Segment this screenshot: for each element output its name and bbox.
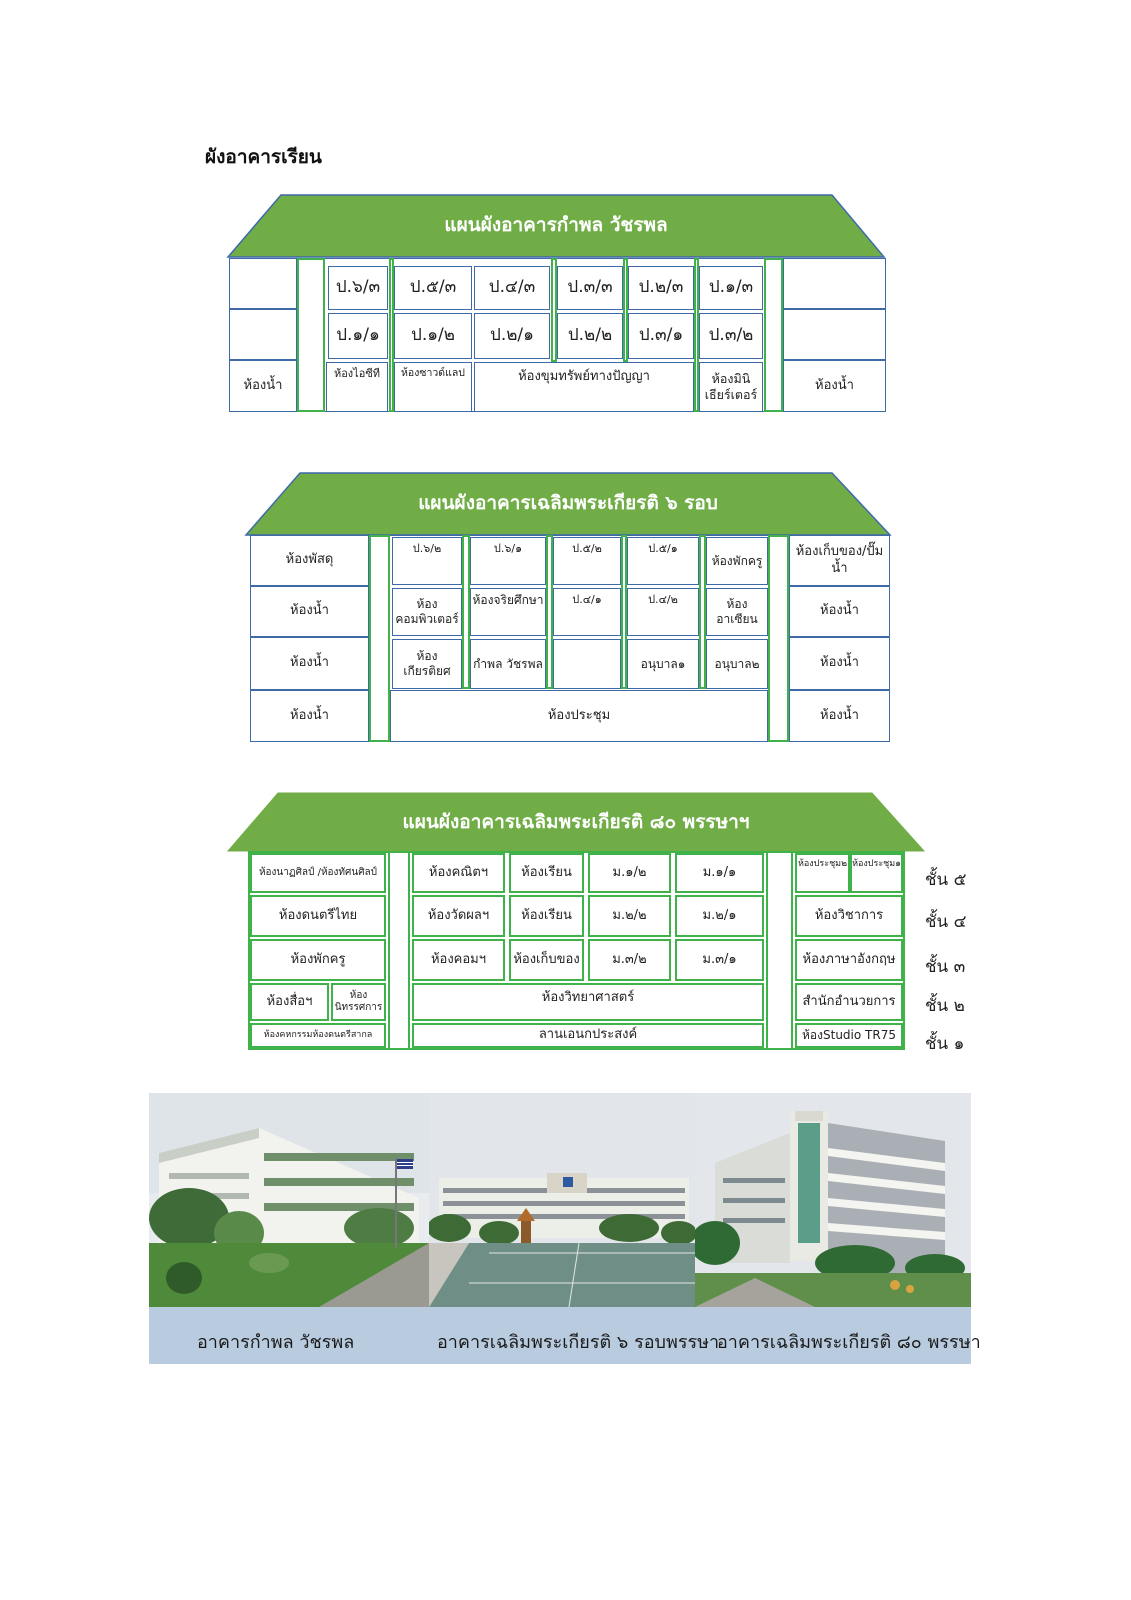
b2-f2-room-1: ห้องเกียรติยศ [392,639,462,689]
b1-separator [551,258,557,362]
b2-right-f3: ห้องน้ำ [789,586,890,637]
b2-right-f1: ห้องน้ำ [789,690,890,742]
building2-roof [244,471,892,537]
b3-right-f2: สำนักอำนวยการ [795,983,903,1021]
b1-room-r1-5: ป.๒/๓ [628,266,694,310]
b2-f4-room-4: ป.๕/๑ [627,537,699,585]
b1-minitheater: ห้องมินิเธียร์เตอร์ [699,362,763,412]
photo-building1 [149,1093,429,1307]
b2-f2-room-4: อนุบาล๑ [627,639,699,689]
b3-right-f5a: ห้องประชุม๒ [795,853,850,893]
b2-right-f4: ห้องเก็บของ/ปั๊มน้ำ [789,535,890,586]
b1-room-r2-3: ป.๒/๑ [474,313,550,359]
b3-f4-room-2: ห้องเรียน [509,895,584,937]
b2-separator [546,535,553,689]
b2-left-f2: ห้องน้ำ [250,637,369,690]
building1-roof [226,193,887,259]
b3-f5-room-1: ห้องคณิตฯ [412,853,505,893]
b1-left-upper [229,258,297,309]
b1-soundlab: ห้องซาวด์แลป [394,362,472,412]
b2-f2-room-3 [553,639,621,689]
b1-room-r1-3: ป.๔/๓ [474,266,550,310]
b3-stair-right [766,851,793,1050]
b2-stair-right [768,535,789,742]
b1-stair-right [764,258,783,412]
photo-building2 [429,1093,695,1307]
b1-wisdom-room: ห้องขุมทรัพย์ทางปัญญา [474,362,694,412]
b2-meeting-room: ห้องประชุม [390,690,768,742]
b2-f3-room-2: ห้องจริยศึกษา [470,588,546,636]
b2-f3-room-3: ป.๔/๑ [553,588,621,636]
b1-room-r2-5: ป.๓/๑ [628,313,694,359]
b3-left-f3: ห้องพักครู [250,939,386,981]
b2-f2-room-2: กำพล วัชรพล [470,639,546,689]
photo-building3 [695,1093,971,1307]
b3-right-f5b: ห้องประชุม๑ [850,853,903,893]
b1-room-r2-2: ป.๑/๒ [394,313,472,359]
b3-stair-left [388,851,410,1050]
b1-left-mid [229,309,297,360]
b3-right-f1: ห้องStudio TR75 [795,1023,903,1048]
b1-room-r1-2: ป.๕/๓ [394,266,472,310]
b1-stair-left [297,258,325,412]
floor-label-4: ชั้น ๔ [925,912,967,932]
b3-f4-room-1: ห้องวัดผลฯ [412,895,505,937]
b3-f3-room-1: ห้องคอมฯ [412,939,505,981]
b2-stair-left [369,535,390,742]
floor-label-5: ชั้น ๕ [925,870,967,890]
b2-left-f1: ห้องน้ำ [250,690,369,742]
building1-title: แผนผังอาคารกำพล วัชรพล [444,214,668,236]
b3-left-f5: ห้องนาฏศิลป์ /ห้องทัศนศิลป์ [250,853,386,893]
b3-f5-room-2: ห้องเรียน [509,853,584,893]
b1-room-r2-4: ป.๒/๒ [557,313,623,359]
b3-f4-room-3: ม.๒/๒ [588,895,671,937]
b1-right-upper [783,258,886,309]
b3-f3-room-3: ม.๓/๒ [588,939,671,981]
b2-left-f3: ห้องน้ำ [250,586,369,637]
caption-building3: อาคารเฉลิมพระเกียรติ ๘๐ พรรษา [717,1332,981,1353]
b3-right-f4: ห้องวิชาการ [795,895,903,937]
b2-left-f4: ห้องพัสดุ [250,535,369,586]
building3-title: แผนผังอาคารเฉลิมพระเกียรติ ๘๐ พรรษาฯ [402,811,750,833]
caption-building2: อาคารเฉลิมพระเกียรติ ๖ รอบพรรษา [437,1332,720,1353]
b2-f4-room-5: ห้องพักครู [706,537,768,585]
b3-left-f1: ห้องคหกรรมห้องดนตรีสากล [250,1023,386,1048]
b2-separator [621,535,627,689]
b1-room-r2-6: ป.๓/๒ [699,313,763,359]
b3-right-f3: ห้องภาษาอังกฤษ [795,939,903,981]
b2-f4-room-2: ป.๖/๑ [470,537,546,585]
building-photos [149,1093,971,1307]
b1-room-r1-4: ป.๓/๓ [557,266,623,310]
b2-f4-room-3: ป.๕/๒ [553,537,621,585]
b3-science-room: ห้องวิทยาศาสตร์ [412,983,764,1021]
b2-separator [462,535,470,689]
b3-multipurpose-area: ลานเอนกประสงค์ [412,1023,764,1048]
b1-room-r1-1: ป.๖/๓ [328,266,388,310]
floor-label-1: ชั้น ๑ [925,1034,965,1054]
b3-f4-room-4: ม.๒/๑ [675,895,764,937]
caption-bar [149,1307,981,1364]
page-heading: ผังอาคารเรียน [205,146,322,168]
b1-it-room: ห้องไอซีที [326,362,388,412]
b1-room-r1-6: ป.๑/๓ [699,266,763,310]
b3-f5-room-3: ม.๑/๒ [588,853,671,893]
building3-roof [226,791,926,853]
b3-f5-room-4: ม.๑/๑ [675,853,764,893]
b2-f3-room-4: ป.๔/๒ [627,588,699,636]
b2-f3-room-1: ห้องคอมพิวเตอร์ [392,588,462,636]
floor-label-3: ชั้น ๓ [925,957,966,977]
b3-left-f4: ห้องดนตรีไทย [250,895,386,937]
b2-f4-room-1: ป.๖/๒ [392,537,462,585]
b2-separator [699,535,706,689]
b3-f3-room-4: ม.๓/๑ [675,939,764,981]
floor-label-2: ชั้น ๒ [925,996,965,1016]
b3-f3-room-2: ห้องเก็บของ [509,939,584,981]
b1-right-mid [783,309,886,360]
b1-room-r2-1: ป.๑/๑ [328,313,388,359]
b3-left-f2b: ห้องนิทรรศการ [331,983,386,1021]
b1-toilet-right: ห้องน้ำ [783,360,886,412]
b2-f2-room-5: อนุบาล๒ [706,639,768,689]
b2-right-f2: ห้องน้ำ [789,637,890,690]
caption-building1: อาคารกำพล วัชรพล [197,1332,355,1353]
b1-toilet-left: ห้องน้ำ [229,360,297,412]
building2-title: แผนผังอาคารเฉลิมพระเกียรติ ๖ รอบ [418,492,718,514]
b3-left-f2a: ห้องสื่อฯ [250,983,329,1021]
b2-f3-room-5: ห้องอาเซียน [706,588,768,636]
b1-separator [623,258,628,362]
